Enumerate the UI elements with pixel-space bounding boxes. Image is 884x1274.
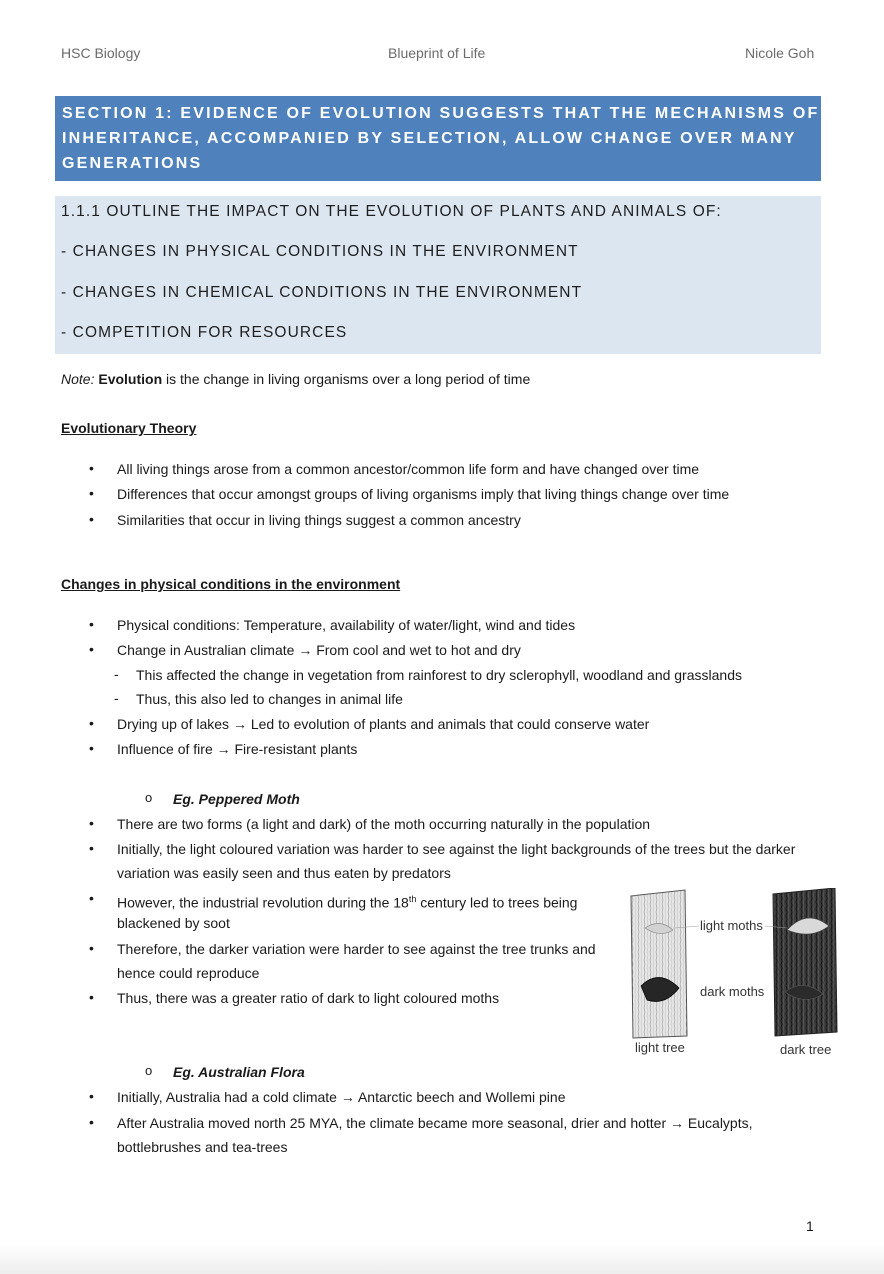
bullet-icon: • xyxy=(89,740,94,756)
list-item: Influence of fire → Fire-resistant plants xyxy=(117,741,358,757)
moth-illustration xyxy=(625,888,843,1060)
subsection-banner xyxy=(55,196,821,354)
bullet-icon: • xyxy=(89,460,94,476)
list-item: Therefore, the darker variation were harder to see against the tree trunks and xyxy=(117,941,596,957)
section-title-line: GENERATIONS xyxy=(62,155,203,172)
dark-tree-trunk xyxy=(773,888,837,1036)
bullet-icon: • xyxy=(89,1088,94,1104)
section-banner xyxy=(55,96,821,181)
list-item: Initially, Australia had a cold climate → Antarctic beech and Wollemi pine xyxy=(117,1089,566,1105)
bullet-icon: • xyxy=(89,989,94,1005)
list-item: There are two forms (a light and dark) of the moth occurring naturally in the population xyxy=(117,816,651,832)
list-item: After Australia moved north 25 MYA, the climate became more seasonal, drier and hotter → Eucalypts, xyxy=(117,1115,753,1131)
superscript: th xyxy=(408,894,417,904)
light-tree-label: light tree xyxy=(635,1040,685,1055)
list-item: Thus, there was a greater ratio of dark to light coloured moths xyxy=(117,990,500,1006)
list-item: Initially, the light coloured variation was harder to see against the light backgrounds of the trees but the darker xyxy=(117,841,796,857)
subsection-line: - CHANGES IN CHEMICAL CONDITIONS IN THE ENVIRONMENT xyxy=(61,284,583,301)
list-item-continuation: hence could reproduce xyxy=(117,965,260,981)
subsection-line: - CHANGES IN PHYSICAL CONDITIONS IN THE ENVIRONMENT xyxy=(61,243,579,260)
dash-marker: - xyxy=(114,666,119,682)
bullet-icon: • xyxy=(89,940,94,956)
bullet-icon: • xyxy=(89,815,94,831)
list-item xyxy=(117,890,577,912)
header-left: HSC Biology xyxy=(61,45,141,61)
list-item: All living things arose from a common ancestor/common life form and have changed over time xyxy=(117,461,700,477)
note-term: Evolution xyxy=(98,371,163,387)
list-item-continuation: blackened by soot xyxy=(117,915,230,931)
list-item: Drying up of lakes → Led to evolution of plants and animals that could conserve water xyxy=(117,716,650,732)
section-title-line: SECTION 1: EVIDENCE OF EVOLUTION SUGGESTS THAT THE MECHANISMS OF xyxy=(62,105,820,122)
list-item-text: However, the industrial revolution during the 18 xyxy=(117,894,409,911)
note-text: is the change in living organisms over a long period of time xyxy=(162,371,531,387)
dark-moths-label: dark moths xyxy=(700,984,765,999)
page-bottom-edge xyxy=(0,1244,884,1274)
bullet-icon: • xyxy=(89,485,94,501)
bullet-icon: • xyxy=(89,715,94,731)
list-item: Change in Australian climate → From cool and wet to hot and dry xyxy=(117,642,521,658)
bullet-icon: • xyxy=(89,840,94,856)
list-item-continuation: variation was easily seen and thus eaten by predators xyxy=(117,865,451,881)
bullet-icon: • xyxy=(89,641,94,657)
example-heading: Eg. Peppered Moth xyxy=(173,791,300,807)
subsection-line: - COMPETITION FOR RESOURCES xyxy=(61,324,348,341)
list-item-continuation: bottlebrushes and tea-trees xyxy=(117,1139,288,1155)
evolutionary-theory-heading: Evolutionary Theory xyxy=(61,420,197,436)
section-title-line: INHERITANCE, ACCOMPANIED BY SELECTION, ALLOW CHANGE OVER MANY xyxy=(62,130,797,147)
list-item: Similarities that occur in living things suggest a common ancestry xyxy=(117,512,521,528)
list-item: Differences that occur amongst groups of living organisms imply that living things change over time xyxy=(117,486,730,502)
light-tree-trunk xyxy=(631,890,687,1038)
circle-bullet-icon: o xyxy=(145,1063,153,1078)
bullet-icon: • xyxy=(89,511,94,527)
sub-list-item: This affected the change in vegetation from rainforest to dry sclerophyll, woodland and grasslands xyxy=(136,667,742,683)
bullet-icon: • xyxy=(89,616,94,632)
subsection-line: 1.1.1 OUTLINE THE IMPACT ON THE EVOLUTION OF PLANTS AND ANIMALS OF: xyxy=(61,203,722,220)
header-right: Nicole Goh xyxy=(745,45,815,61)
list-item: Physical conditions: Temperature, availability of water/light, wind and tides xyxy=(117,617,576,633)
bullet-icon: • xyxy=(89,1114,94,1130)
peppered-moth-figure xyxy=(625,888,843,1060)
example-heading: Eg. Australian Flora xyxy=(173,1064,305,1080)
circle-bullet-icon: o xyxy=(145,790,153,805)
sub-list-item: Thus, this also led to changes in animal life xyxy=(136,691,403,707)
physical-conditions-heading: Changes in physical conditions in the environment xyxy=(61,576,401,592)
dark-tree-label: dark tree xyxy=(780,1042,832,1057)
note-label: Note: xyxy=(61,371,95,387)
header-center: Blueprint of Life xyxy=(388,45,486,61)
page-number: 1 xyxy=(806,1218,814,1234)
note-paragraph xyxy=(61,370,530,388)
list-item-text: century led to trees being xyxy=(416,894,578,911)
bullet-icon: • xyxy=(89,890,94,906)
light-moths-label: light moths xyxy=(700,918,763,933)
dash-marker: - xyxy=(114,690,119,706)
